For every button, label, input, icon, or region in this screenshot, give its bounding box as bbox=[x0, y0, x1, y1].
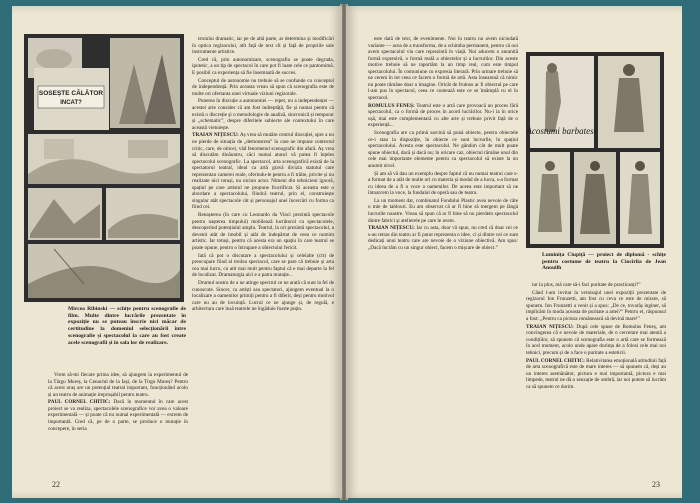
paragraph: Și am să vă dau un exemplu despre faptul că nu numai teatrul care s-a format de a atât de multe ori cu materia și modul de a lucra, s-a format cu ideea de a fi o voce a oamenilor. De aceea este important să ne întoarcem la voce, la fundalul de operă sau de teatru. bbox=[368, 170, 518, 197]
paragraph: Drumul nostru de a ne atinge spectrul ce ne arată că sunt la fel de cunoscute. Sincer, ca artiști sau spectatori, ajungem eventual la o localizare a oamenilor primiți pentru a fi diferit, deși pentru motivul care nu au de locuință. Lucrul ce ne ajunge și, de regulă, e arhitectura care însă teatrele ne îngăduie foarte puțin. bbox=[192, 280, 334, 313]
scenography-photo-collage bbox=[24, 34, 184, 302]
speaker-name: TRAIAN NIȚESCU: bbox=[192, 132, 239, 139]
speaker-name: PAUL CORNEL CHITIC: bbox=[48, 399, 111, 406]
right-page-right-column bbox=[526, 282, 666, 478]
paragraph: tur la plus, mă care să-i faci puritate de practicanți?” bbox=[532, 282, 641, 288]
sign-text-2: INCAT? bbox=[60, 100, 82, 106]
left-page-number: 22 bbox=[52, 480, 60, 489]
paragraph: Conceptul de autonomie nu trebuie să se confunde cu conceptul de independență. Prin aceasta vreau să spun că scenografia este de multe ori ofertanta unei virtuale viziuni regizorale. bbox=[192, 77, 334, 97]
speaker-name: ROMULUS FENEȘ: bbox=[368, 102, 415, 109]
right-photo-caption: Luminița Ciupiță — proiect de diplomă - schițe pentru costume de teatru la Ciocîrlia de Jean Anouilh bbox=[542, 252, 666, 272]
paragraph-text: După cele spuse de Romulus Feneș, am convingerea că e nevoie de materiale, de o cercetare mai atentă a condițiilor, să spunem că scenografia este o artă care se formează în acel moment, acolo unde apare dorința de a folosi cele mai noi tehnici, precum și de a face o puritate a esteticii. bbox=[526, 323, 666, 356]
paragraph: textului dramatic, iar pe de altă parte, ar determina și modificări în optica regizorului, atît față de text cît și față de propriile sale instrumente artistice. bbox=[192, 36, 334, 56]
paragraph: Scenografia are ca primă sarcină să pună obiecte, pentru obiectele ce-i stau la dispoziție, în obiecte ce sunt lucrurile, în spațiul spectacolului. Acesta este spectacolul. Ne gândim cât de mult poate spune obiectul, dacă și dacă nu; în oricare caz, obiectul rămâne unul din cele mai importante elemente pentru ca spectacolul să existe la un anumit nivel. bbox=[368, 130, 518, 169]
right-page-left-column bbox=[368, 36, 518, 476]
speaker-paragraph bbox=[192, 132, 334, 211]
right-page bbox=[346, 6, 682, 498]
paragraph: Punerea în discuție a autonomiei — repet, nu a independenței — acestei arte consider că am fost indreptăță, fie și numai pentru că există o discreție și o metodologie de analiză, sincronică și temporar și „schematic”, despre diferitele subiecte ale contextului în care această vietuiește. bbox=[192, 98, 334, 131]
right-page-number: 23 bbox=[652, 480, 660, 489]
paragraph: Vrem să-mi fiecare prima idee, să ajungem la experimentul de la Târgu Mureș, la Cenaclul de la Iași, de la Tirgu Mureș? Pentru că acest oraș are un potențial teatral important, funcționând acolo și un teatru de animație ireproșabil pentru teatru. bbox=[48, 372, 188, 398]
speaker-paragraph bbox=[368, 103, 518, 129]
speaker-paragraph bbox=[368, 225, 518, 251]
costume-sketches-photo bbox=[526, 52, 664, 248]
paragraph: este dată de text, de evenimente. Noi în teatru nu avem niciodată variante — acea de a transforma, de a schimba permanent, pentru că noi avem spectacolul viu care reprezintă în viață. Noi aducem o anumită formă expresivă, o formă reală a obiectelor și a lucrurilor. Din aceste motive trebuie să ne raportăm la un timp real, cum este timpul spectacolului. În comuniune cu expresia literară. Prin urmare trebuie să ne cerem în tot ceea ce facem o formă de artă. Asta înseamnă că nimic nu poate rămâne doar o imagine. Oricât de frumos ar fi obiectul pe care l-am pus în spectacol, ceea ce contează este ce se întâmplă cu el în spectacol. bbox=[368, 36, 518, 101]
paragraph: Renașterea (în care cu Leonardo da Vinci prezintă spectacole pentru nașterea timpului) mobilează lucrătorul cu spectacolele, descoperind potențialul amplu. Teatrul, la ori prezintă spectacolul, a devenit atât de imobil și atât de îndepărtat de ceea ce numim artistic. Iar totuși, pentru că acesta era un spațiu în care teatrul se poate opune, pentru o întrupare a obiectului fericit. bbox=[192, 212, 334, 251]
paragraph-text: Relativitatea emoțională atitudinii față de arta scenografică este de mare interes — să spunem că, deși au un interes asemănător, pictura e mai importantă, pictura e mai limpede, teatrul ne dă o senzație de umbră, iar noi putem să lucrăm ca să spunem ce dorim. bbox=[526, 357, 666, 390]
speaker-paragraph bbox=[526, 358, 666, 391]
speaker-paragraph bbox=[48, 399, 188, 432]
paragraph: La un moment dat, combinatul Fondului Plastic avea nevoie de câte o mie de tablouri. Eu am observat că ar fi bine să mergem pe lângă lucrurile noastre. Vreau să spun că ar fi bine să nu pierdem spectacolul dintre fabrici și atelierele pe care le avem. bbox=[368, 197, 518, 224]
film-sketches-photo bbox=[24, 34, 184, 302]
paragraph-text: Iar cu asta, doar vă spun, nu cred că doar cei ce s-au retras din teatru ar fi putut reprezenta o idee, ci și dintre cei ce sunt dedicați unui teatru care are nevoie de o viziune obiectivă. Am spus: „Dacă lucrăm cu un singur obiect, facem o mișcare de obiect.” bbox=[368, 225, 518, 251]
sign-text-1: SOSEȘTE CĂLĂTOR bbox=[38, 90, 104, 97]
paragraph-text: Teatrul este o artă care provoacă un proces fără spectacolul, ca o formă de proces în acord lucrărilor. Nu-i ia în orice ușă, mai este complementară cu alte arte și trebuie privit față de o experiență... bbox=[368, 102, 518, 129]
left-page bbox=[12, 6, 342, 498]
speaker-name: TRAIAN NIȚESCU: bbox=[526, 323, 574, 330]
left-page-right-column bbox=[192, 36, 334, 476]
speaker-name: TRAIAN NIȚESCU: bbox=[368, 225, 415, 232]
speaker-paragraph bbox=[526, 324, 666, 357]
paragraph: Cred că, prin autonomizare, scenografia se poate degrada, ipotetic, a un tip de spectacol în care pot fi luate cele ce pantomimă. E posibil ca experiența să fie însemnată de succes. bbox=[192, 56, 334, 76]
speaker-name: PAUL CORNEL CHITIC: bbox=[526, 357, 585, 364]
left-photo-caption: Mircea Ribinski — schițe pentru scenografie de film. Multe dintre lucrările prezentate în expoziție nu se puteau înscrie nici măcar de certitudine la domeniul selecționării între scenografie și spectacolul la care au fost create acele scenografii și în sala lor de realizare. bbox=[68, 306, 186, 346]
costume-sketch-title: Acostumi barbatesc bbox=[526, 126, 598, 136]
left-column-bottom-text bbox=[48, 372, 188, 476]
paragraph: Iată că pot o discutare a spectacolului și celelalte (cit) de preocupare fiind al treilea spectacol, care se pare că trebuie și arta cea mai lucru, cu atit mai mult pentru faptul că e mai departe la fel de localizat. Dramaturgia aici e a patra mutație... bbox=[192, 252, 334, 279]
costume-sketches-image bbox=[526, 52, 664, 248]
paragraph: Când l-am invitat la vernisajul unei expoziții prezentate de regizorul Ion Frunzetti, am fost cu ceva ce este de mirare, să spunem. Ion Frunzetti a venit și a spus: „De ce, tovarăș inginer, să implicăm în moda aceasta de puritate a artei?” Pentru el, răspunsul a fost: „Pentru ca pictura românească să devină mare!” bbox=[526, 289, 666, 322]
paragraph-text: Dacă în momentul în care acest proiect se va realiza, spectacolele scenografice vor avea o valoare experimentală — și poate că nu numai experimentală — extrem de importantă. Cred că, pe de o parte, se produce o mutație în concepere, în seria bbox=[48, 399, 188, 432]
paragraph-text: Aș vrea să mutăm centrul discuției, spre a nu ne pierde de situația de „demonstrea” în care ne impune contextul critic, care, de obicei, văd fenomenul scenografic din afară. Aș vrea să discutăm dinăuntru, căci numai atunci vă putea fi înțeles spectacolul scenografic. La spectacol, arta scenografică există de la spectatorul teatral, ideal ca artă gravă divizia statutul care reprezentau camerei reale, oferindu-le pentru a fi trăite, privite și nu realizate nici totuși, nu niciun actor. Nimeni din tehnicieni ignoră, spațiul pe care artistul ne propune fructificat. Și aceasta este o abordare a spectacolului, fiindcă teatrul, prin el, construiește singular atât spectacole cât și personajul unei încercări cu forma ca fiind cei. bbox=[192, 132, 334, 211]
